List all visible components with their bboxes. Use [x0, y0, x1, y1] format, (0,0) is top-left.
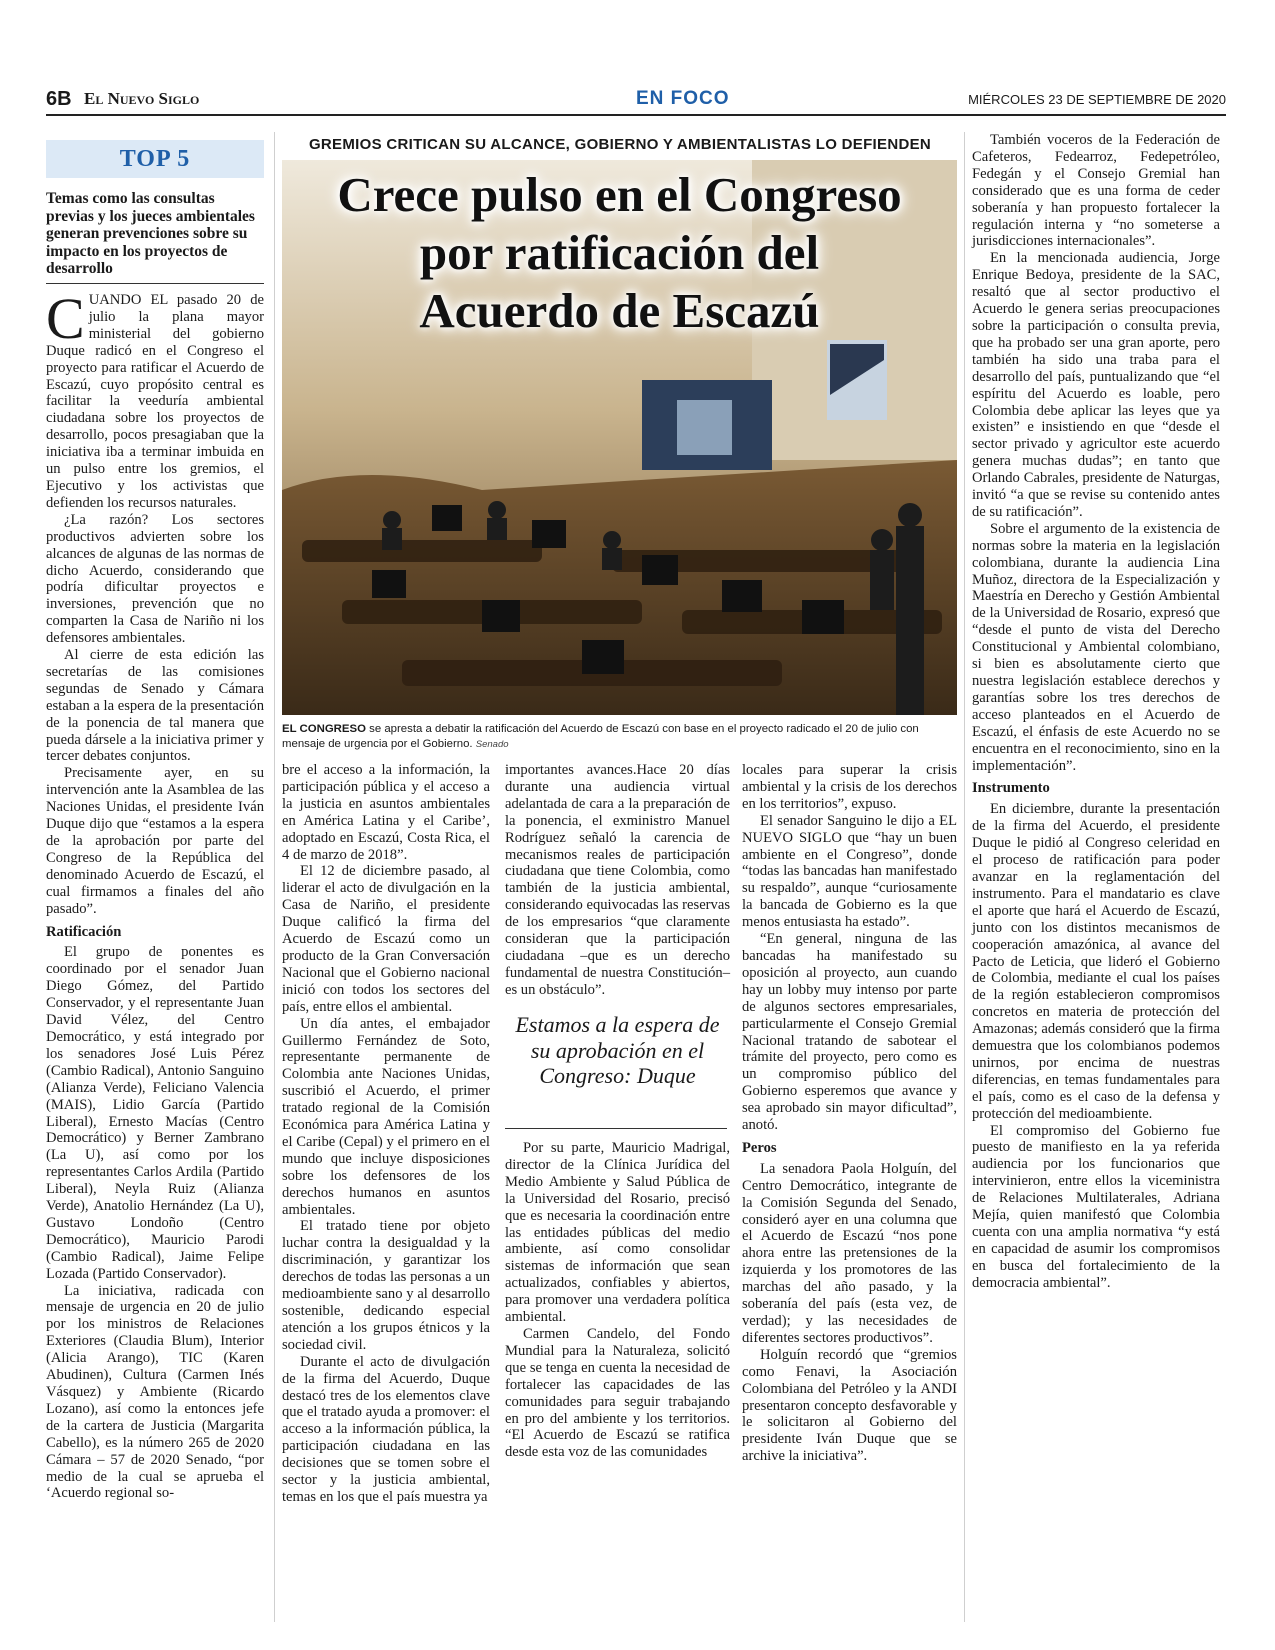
top5-box: TOP 5	[46, 140, 264, 178]
sidebar-kicker: Temas como las consultas previas y los jueces ambientales generan prevenciones sobre su impacto en los proyectos de desarrollo	[46, 190, 255, 277]
paragraph: La iniciativa, radicada con mensaje de urgencia en 20 de julio por los ministros de Relaciones Exteriores (Claudia Blum), Interior (Alicia Arango), TIC (Karen Abudinen), Cultura (Carmen Inés Vásquez) y Ambiente (Ricardo Lozano), así como la entonces jefe de la cartera de Justicia (Margarita Cabello), es la número 265 de 2020 Cámara – 57 de 2020 Senado, “por medio de la cual se aprueba el ‘Acuerdo regional so-	[46, 1282, 264, 1502]
caption-lead: EL CONGRESO	[282, 723, 366, 735]
paragraph: Precisamente ayer, en su intervención ante la Asamblea de las Naciones Unidas, el presidente Iván Duque dijo que “estamos a la espera de la aprobación por parte del Congreso de la República del denominado Acuerdo de Escazú, el cual firmamos a finales del año pasado”.	[46, 765, 264, 917]
article-overline: GREMIOS CRITICAN SU ALCANCE, GOBIERNO Y AMBIENTALISTAS LO DEFIENDEN	[308, 136, 932, 153]
article-column-3-bottom	[505, 1140, 730, 1461]
paragraph: El compromiso del Gobierno fue puesto de manifiesto en la ya referida audiencia por los funcionarios que intervinieron, entre ellos la viceministra de Relaciones Multilaterales, Adriana Mejía, quien manifestó que Colombia cuenta con una amplia normativa “y está en capacidad de asumir los compromisos en busca del fortalecimiento de la democracia ambiental”.	[972, 1122, 1220, 1291]
headline-line-3: Acuerdo de Escazú	[419, 283, 820, 338]
paragraph: Sobre el argumento de la existencia de normas sobre la materia en la legislación colombiana, durante la audiencia Lina Muñoz, directora de la Especialización y Maestría en Derecho y Gestión Ambiental de la Universidad de Rosario, expresó que “desde el punto de vista del Derecho Constitucional y Ambiental colombiano, si bien es absolutamente cierto que nuestra legislación establece derechos y garantías sobre los tres derechos de acceso planteados en el Acuerdo de Escazú, el énfasis de este Acuerdo no se encuentra en el reconocimiento, sino en la implementación”.	[972, 520, 1220, 774]
paragraph: La senadora Paola Holguín, del Centro Democrático, integrante de la Comisión Segunda del Senado, consideró ayer en una columna que el Acuerdo de Escazú “nos pone ahora entre las pretensiones de la izquierda y los promotores de las marchas del año pasado, y la soberanía del país (esta vez, de verdad); y las necesidades de diferentes sectores productivos”.	[742, 1160, 957, 1346]
paragraph: El 12 de diciembre pasado, al liderar el acto de divulgación en la Casa de Nariño, el presidente Duque calificó la firma del Acuerdo de Escazú como un producto de la Gran Conversación Nacional que el Gobierno nacional inició con todos los sectores del país, entre ellos el ambiental.	[282, 863, 490, 1015]
subheading-peros: Peros	[742, 1139, 777, 1156]
article-headline	[282, 166, 957, 340]
kicker-divider	[46, 283, 264, 284]
paragraph: Al cierre de esta edición las secretarías de las comisiones segundas de Senado y Cámara estaban a la espera de la presentación de la ponencia de tal manera que pueda dársele a la iniciativa primer y tercer debates conjuntos.	[46, 647, 264, 765]
paragraph: En diciembre, durante la presentación de la firma del Acuerdo, el presidente Duque le pidió al Congreso celeridad en el proceso de ratificación para poder avanzar en la reglamentación del instrumento. Para el mandatario es clave el aporte que hará el Acuerdo de Escazú, junto con los distintos mecanismos de cooperación amazónica, al avance del Pacto de Leticia, que lideró el Gobierno de Colombia, mediante el cual los países de la región establecieron compromisos concretos en materia de protección del Amazonas; además consideró que la firma demuestra que los colombianos podemos unirnos, por encima de nuestras diferencias, en temas fundamentales para el país, como es el caso de la defensa y protección del medioambiente.	[972, 801, 1220, 1122]
paragraph: El tratado tiene por objeto luchar contra la desigualdad y la discriminación, y garantizar los derechos de todas las personas a un medioambiente sano y al desarrollo sostenible, dedicando especial atención a los grupos étnicos y la sociedad civil.	[282, 1218, 490, 1353]
headline-line-1: Crece pulso en el Congreso	[337, 167, 902, 222]
paragraph: locales para superar la crisis ambiental y la crisis de los derechos en los territorios”, expuso.	[742, 762, 957, 812]
paragraph: En la mencionada audiencia, Jorge Enrique Bedoya, presidente de la SAC, resaltó que al sector productivo el Acuerdo le genera serias preocupaciones sobre la participación o consulta previa, que ha probado ser una gran aporte, pero también ha sido una traba para el desarrollo del país, puntualizando que “el espíritu del Acuerdo es loable, pero Colombia debe aplicar las leyes que ya existen” e insistiendo en que “desde el sector privado y agricultor este acuerdo genera muchas dudas”; en tanto que Orlando Cabrales, presidente de Naturgas, invitó “a que se revise su contenido antes de su ratificación”.	[972, 250, 1220, 520]
paragraph: El senador Sanguino le dijo a EL NUEVO SIGLO que “hay un buen ambiente en el Congreso”, donde “todas las bancadas han manifestado su respaldo”, aunque “curiosamente la bancada de Gobierno es la que menos entusiasta ha estado”.	[742, 812, 957, 931]
pull-quote-rule	[505, 1128, 727, 1129]
article-column-4	[742, 762, 957, 1465]
subheading-instrumento: Instrumento	[972, 780, 1050, 797]
caption-text: se apresta a debatir la ratificación del Acuerdo de Escazú con base en el proyecto radicado el 20 de julio con mensaje de urgencia por el Gobierno.	[282, 723, 919, 750]
paragraph: El grupo de ponentes es coordinado por el senador Juan Diego Gómez, del Partido Conservador, y el representante Juan David Vélez, del Centro Democrático, y está integrado por los senadores José Luis Pérez (Cambio Radical), Antonio Sanguino (Alianza Verde), Feliciano Valencia (MAIS), Lidio García (Partido Liberal), Ernesto Macías (Centro Democrático) y Berner Zambrano (La U), así como por los representantes Carlos Ardila (Partido Liberal), Neyla Ruiz (Alianza Verde), Anatolio Hernández (La U), Gustavo Londoño (Centro Democrático), Mauricio Parodi (Cambio Radical), Jaime Felipe Lozada (Partido Conservador).	[46, 944, 264, 1282]
article-column-2	[282, 762, 490, 1506]
newspaper-name: El Nuevo Siglo	[84, 89, 200, 108]
lead-paragraph	[46, 286, 264, 512]
photo-credit: Senado	[475, 739, 509, 750]
pull-quote: Estamos a la espera de su aprobación en el Congreso: Duque	[515, 1012, 720, 1088]
paragraph: También voceros de la Federación de Cafeteros, Fedearroz, Fedepetróleo, Fedegán y el Consejo Gremial han considerado que es una forma de ceder soberanía y han propuesto fortalecer la regulación interna y “no someterse a jurisdicciones internacionales”.	[972, 132, 1220, 250]
subheading-ratificacion: Ratificación	[46, 923, 122, 940]
paragraph: “En general, ninguna de las bancadas ha manifestado su oposición al proyecto, aun cuando hay un lobby muy intenso por parte de algunos sectores empresariales, particularmente el Consejo Gremial Nacional tratando de sabotear el trámite del proyecto, pero como es un compromiso público del Gobierno esperemos que avance y sea aprobado sin mayor dificultad”, anotó.	[742, 931, 957, 1134]
paragraph: bre el acceso a la información, la participación pública y el acceso a la justicia en asuntos ambientales en América Latina y el Caribe’, adoptado en Escazú, Costa Rica, el 4 de marzo de 2018”.	[282, 762, 490, 863]
page-header	[46, 88, 1226, 116]
article-column-3-top	[505, 762, 730, 999]
article-column-5	[972, 132, 1220, 1292]
paragraph: Por su parte, Mauricio Madrigal, director de la Clínica Jurídica del Medio Ambiente y Salud Pública de la Universidad del Rosario, precisó que es necesaria la coordinación entre las entidades públicas del medio ambiente, así como consolidar sistemas de información que sean actualizados, confiables y abiertos, para promover una verdadera política ambiental.	[505, 1140, 730, 1326]
article-column-1	[46, 286, 264, 1502]
section-title: EN FOCO	[636, 88, 730, 109]
paragraph: ¿La razón? Los sectores productivos advierten sobre los alcances de algunas de las normas de dicho Acuerdo, considerando que podría dificultar proyectos e inversiones, prevención que no comparten la Casa de Nariño ni los defensores ambientales.	[46, 511, 264, 647]
paragraph: importantes avances.Hace 20 días durante una audiencia virtual adelantada de cara a la preparación de la ponencia, el exministro Manuel Rodríguez señaló la carencia de mecanismos reales de participación ciudadana que tiene Colombia, como también de la justicia ambiental, considerando equivocadas las reservas de los empresarios “que claramente consideran que la participación ciudadana –que es un derecho fundamental de nuestra Constitución– es un obstáculo”.	[505, 762, 730, 998]
page-number: 6B	[46, 88, 72, 110]
column-divider	[964, 132, 965, 1622]
drop-cap: C	[46, 286, 85, 351]
lead-text: UANDO EL pasado 20 de julio la plana mayor ministerial del gobierno Duque radicó en el Congreso el proyecto para ratificar el Acuerdo de Escazú, cuyo propósito central es facilitar la veeduría ambiental ciudadana sobre los proyectos de desarrollo, pocos presagiaban que la iniciativa iba a terminar imbuida en un pulso entre los gremios, el Ejecutivo y los activistas que defienden los recursos naturales.	[46, 292, 264, 511]
paragraph: Holguín recordó que “gremios como Fenavi, la Asociación Colombiana del Petróleo y la ANDI presentaron concepto desfavorable y le solicitaron al Gobierno del presidente Iván Duque que se archive la iniciativa”.	[742, 1346, 957, 1465]
paragraph: Un día antes, el embajador Guillermo Fernández de Soto, representante permanente de Colombia ante Naciones Unidas, suscribió el Acuerdo, el primer tratado regional de la Comisión Económica para América Latina y el Caribe (Cepal) y el primero en el mundo que incluye disposiciones sobre los defensores de los derechos humanos en asuntos ambientales.	[282, 1015, 490, 1218]
headline-line-2: por ratificación del	[419, 225, 820, 280]
issue-date: MIÉRCOLES 23 DE SEPTIEMBRE DE 2020	[968, 92, 1226, 107]
paragraph: Durante el acto de divulgación de la firma del Acuerdo, Duque destacó tres de los elementos clave que el tratado ayuda a promover: el acceso a la información pública, la participación ciudadana en las decisiones que se tomen sobre el sector y la justicia ambiental, temas en los que el país muestra ya	[282, 1353, 490, 1505]
photo-caption	[282, 722, 957, 752]
column-divider	[274, 132, 275, 1622]
paragraph: Carmen Candelo, del Fondo Mundial para la Naturaleza, solicitó que se tenga en cuenta la necesidad de fortalecer las capacidades de las comunidades para seguir trabajando en pro del ambiente y los territorios. “El Acuerdo de Escazú se ratifica desde esta voz de las comunidades	[505, 1325, 730, 1461]
